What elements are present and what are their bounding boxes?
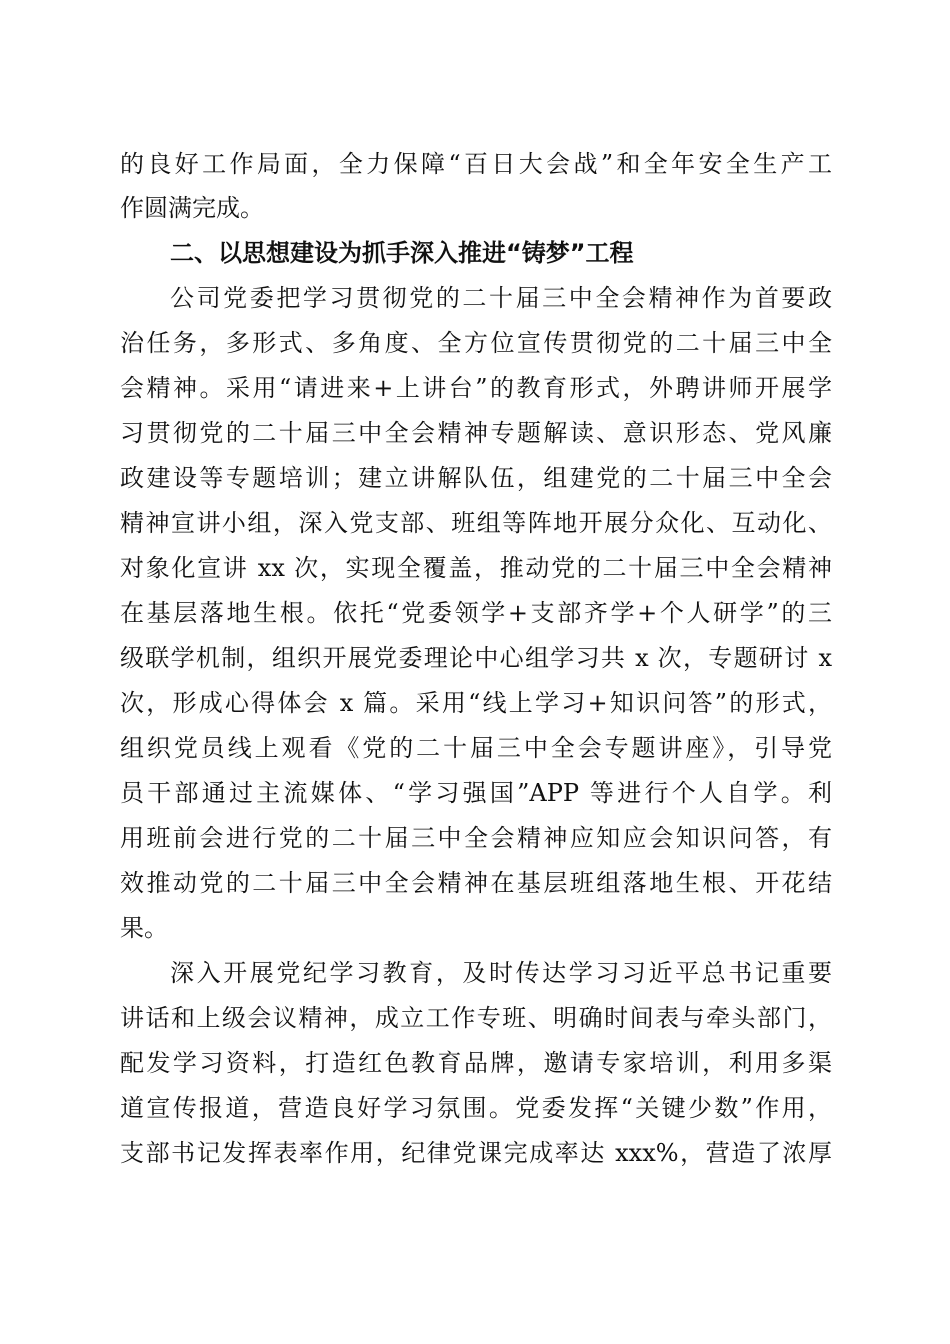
paragraph-line: 组织党员线上观看《党的二十届三中全会专题讲座》，引导党 bbox=[120, 734, 832, 762]
paragraph-line: 精神宣讲小组，深入党支部、班组等阵地开展分众化、互动化、 bbox=[120, 509, 832, 537]
paragraph-line: 员干部通过主流媒体、“学习强国”APP 等进行个人自学。利 bbox=[120, 779, 832, 807]
paragraph-line: 用班前会进行党的二十届三中全会精神应知应会知识问答，有 bbox=[120, 824, 832, 852]
section-heading: 二、以思想建设为抓手深入推进“铸梦”工程 bbox=[170, 239, 634, 267]
paragraph-line: 对象化宣讲 xx 次，实现全覆盖，推动党的二十届三中全会精神 bbox=[120, 554, 832, 582]
paragraph-line: 治任务，多形式、多角度、全方位宣传贯彻党的二十届三中全 bbox=[120, 329, 832, 357]
paragraph-line: 果。 bbox=[120, 914, 168, 942]
paragraph-line: 配发学习资料，打造红色教育品牌，邀请专家培训，利用多渠 bbox=[120, 1049, 832, 1077]
paragraph-line: 道宣传报道，营造良好学习氛围。党委发挥“关键少数”作用， bbox=[120, 1094, 832, 1122]
paragraph-line: 次，形成心得体会 x 篇。采用“线上学习+知识问答”的形式， bbox=[120, 689, 832, 717]
paragraph-line: 支部书记发挥表率作用，纪律党课完成率达 xxx%，营造了浓厚 bbox=[120, 1139, 832, 1167]
paragraph-line: 公司党委把学习贯彻党的二十届三中全会精神作为首要政 bbox=[170, 284, 832, 312]
paragraph-line: 级联学机制，组织开展党委理论中心组学习共 x 次，专题研讨 x bbox=[120, 644, 832, 672]
paragraph-line: 讲话和上级会议精神，成立工作专班、明确时间表与牵头部门， bbox=[120, 1004, 832, 1032]
paragraph-line: 在基层落地生根。依托“党委领学+支部齐学+个人研学”的三 bbox=[120, 599, 832, 627]
paragraph-line: 习贯彻党的二十届三中全会精神专题解读、意识形态、党风廉 bbox=[120, 419, 832, 447]
paragraph-line: 会精神。采用“请进来+上讲台”的教育形式，外聘讲师开展学 bbox=[120, 374, 832, 402]
paragraph-line: 深入开展党纪学习教育，及时传达学习习近平总书记重要 bbox=[170, 959, 832, 987]
intro-line: 作圆满完成。 bbox=[120, 194, 264, 222]
intro-line: 的良好工作局面，全力保障“百日大会战”和全年安全生产工 bbox=[120, 150, 832, 178]
paragraph-line: 政建设等专题培训；建立讲解队伍，组建党的二十届三中全会 bbox=[120, 464, 832, 492]
paragraph-line: 效推动党的二十届三中全会精神在基层班组落地生根、开花结 bbox=[120, 869, 832, 897]
